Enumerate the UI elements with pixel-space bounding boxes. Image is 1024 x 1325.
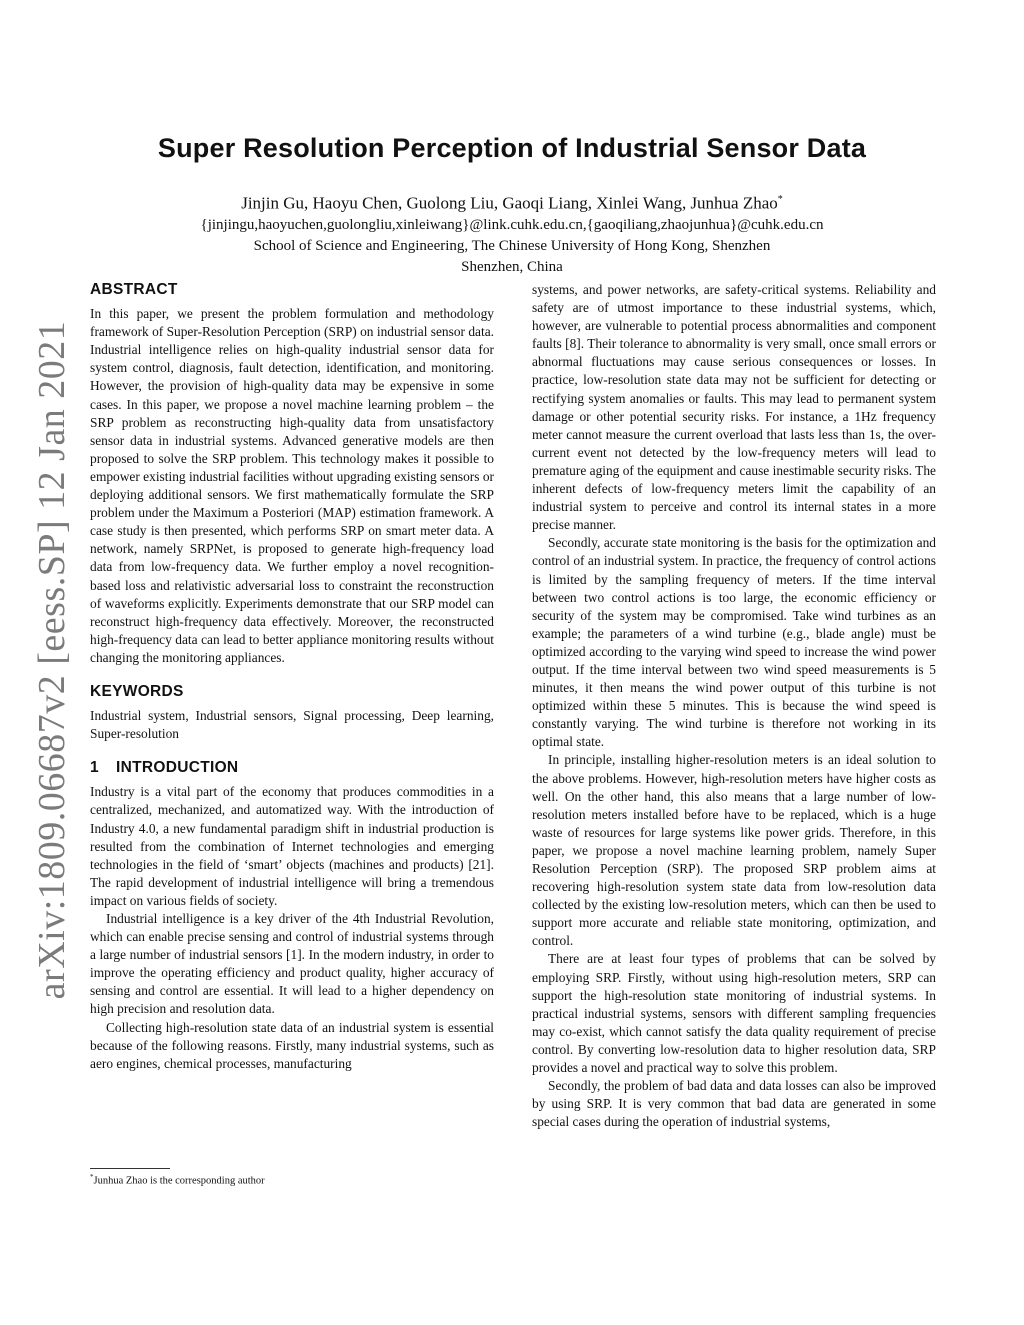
intro-paragraph-3: Collecting high-resolution state data of an industrial system is essential because of the following reasons. Firstly, many industrial systems, such as aero engines, chemical processes, manufacturing — [90, 1019, 494, 1071]
author-block — [0, 188, 1024, 278]
right-paragraph-2: Secondly, accurate state monitoring is the basis for the optimization and control of an industrial system. In practice, the frequency of control actions is limited by the sampling frequency of meters. If the time interval between two control actions is too large, the economic efficiency or security of the system may be compromised. Take wind turbines as an example; the parameters of a wind turbine (e.g., blade angle) must be optimized according to the varying wind speed to increase the wind power output. If the time interval between two wind speed measurements is 5 minutes, it then means the wind power output of this turbine is not optimized within these 5 minutes. This is because the wind speed is constantly varying. The wind turbine is therefore not working in its optimal state. — [532, 535, 936, 750]
paper-title: Super Resolution Perception of Industrial Sensor Data — [157, 133, 867, 163]
author-list: Jinjin Gu, Haoyu Chen, Guolong Liu, Gaoqi Liang, Xinlei Wang, Junhua Zhao — [241, 193, 778, 213]
section-number: 1 — [90, 759, 99, 777]
abstract-heading: ABSTRACT — [90, 281, 178, 298]
right-paragraph-3: In principle, installing higher-resolution meters is an ideal solution to the above problems. However, high-resolution meters have higher costs as well. On the other hand, this also means that a large number of low-resolution meters installed before have to be replaced, which is a huge waste of resources for large systems like power grids. Therefore, in this paper, we propose a novel machine learning problem, namely Super Resolution Perception (SRP). The proposed SRP problem aims at recovering high-resolution system state data from low-resolution data collected by the existing low-resolution meters, which can then be used to support more accurate and reliable state monitoring, optimization, and control. — [532, 752, 936, 949]
author-emails: {jinjingu,haoyuchen,guolongliu,xinleiwang}@link.cuhk.edu.cn,{gaoqiliang,zhaojunhua}@cuhk.edu.cn — [200, 216, 824, 233]
right-column — [532, 281, 936, 1131]
author-names — [0, 188, 1024, 215]
keywords-text: Industrial system, Industrial sensors, Signal processing, Deep learning, Super-resolution — [90, 708, 494, 742]
corresponding-author-mark: * — [777, 194, 783, 205]
intro-paragraph-1: Industry is a vital part of the economy that produces commodities in a centralized, mechanized, and automatized way. With the introduction of Industry 4.0, a new fundamental paradigm shift in industrial production is resulted from the combination of Internet technologies and emerging technologies in the field of ‘smart’ objects (machines and products) [21]. The rapid development of industrial intelligence will bring a tremendous impact on various fields of society. — [90, 784, 494, 908]
keywords-heading: KEYWORDS — [90, 682, 184, 700]
section-title: INTRODUCTION — [116, 759, 239, 777]
abstract-text: In this paper, we present the problem formulation and methodology framework of Super-Resolution Perception (SRP) on industrial sensor data. Industrial intelligence relies on high-quality industrial sensor data for system control, diagnosis, fault detection, identification, and monitoring. However, the provision of high-quality data may be expensive in some cases. In this paper, we propose a novel machine learning problem – the SRP problem as reconstructing high-quality data from unsatisfactory sensor data in industrial systems. Advanced generative models are then proposed to solve the SRP problem. This technology makes it possible to empower existing industrial facilities without upgrading existing sensors or deploying additional sensors. We first mathematically formulate the SRP problem under the Maximum a Posteriori (MAP) estimation framework. A case study is then presented, which performs SRP on smart meter data. A network, namely SRPNet, is proposed to generate high-frequency load data from low-frequency data. We further employ a novel recognition-based loss and relativistic adversarial loss to constraint the reconstruction of waveforms explicitly. Experiments demonstrate that our SRP model can reconstruct high-frequency data effectively. Moreover, the reconstructed high-frequency data can lead to better appliance monitoring results without changing the monitoring appliances. — [90, 306, 494, 665]
footnote-mark: * — [90, 1173, 94, 1181]
arxiv-identifier: arXiv:1809.06687v2 [eess.SP] 12 Jan 2021 — [31, 320, 73, 1000]
right-paragraph-1: systems, and power networks, are safety-critical systems. Reliability and safety are of utmost importance to these industrial systems, which, however, are vulnerable to potential process abnormalities and component faults [8]. Their tolerance to abnormality is very small, once small errors or abnormal fluctuations may cause serious consequences or losses. In practice, low-resolution state data may not be sufficient for detecting or rectifying system anomalies or faults. This may lead to permanent system damage or other potential security risks. For instance, a 1Hz frequency meter cannot measure the current overload that lasts less than 1s, the over-current event not detected by the low-frequency meters will lead to premature aging of the equipment and cause inestimable security risks. The inherent defects of low-frequency meters limit the capability of an industrial system to perceive and control its internal states in a more precise manner. — [532, 282, 936, 533]
footnote — [90, 1173, 265, 1187]
author-location: Shenzhen, China — [461, 258, 563, 275]
left-column — [90, 281, 494, 1073]
intro-paragraph-2: Industrial intelligence is a key driver of the 4th Industrial Revolution, which can enable precise sensing and control of industrial systems through a large number of industrial sensors [1]. In the modern industry, in order to improve the operating efficiency and product quality, higher accuracy of sensing and control are essential. It will lead to a higher dependency on high precision and resolution data. — [90, 911, 494, 1017]
footnote-divider — [90, 1168, 170, 1169]
right-paragraph-5: Secondly, the problem of bad data and data losses can also be improved by using SRP. It is very common that bad data are generated in some special cases during the operation of industrial systems, — [532, 1078, 936, 1130]
introduction-heading — [90, 759, 494, 777]
footnote-text: Junhua Zhao is the corresponding author — [93, 1175, 265, 1187]
right-paragraph-4: There are at least four types of problems that can be solved by employing SRP. Firstly, without using high-resolution meters, SRP can support the high-resolution state monitoring of industrial systems. In practical industrial systems, sensors with different sampling frequencies may co-exist, which cannot satisfy the data quality requirement of precise control. By converting low-resolution data to higher resolution data, SRP provides a novel and practical way to solve this problem. — [532, 951, 936, 1076]
author-affiliation: School of Science and Engineering, The Chinese University of Hong Kong, Shenzhen — [253, 237, 771, 254]
